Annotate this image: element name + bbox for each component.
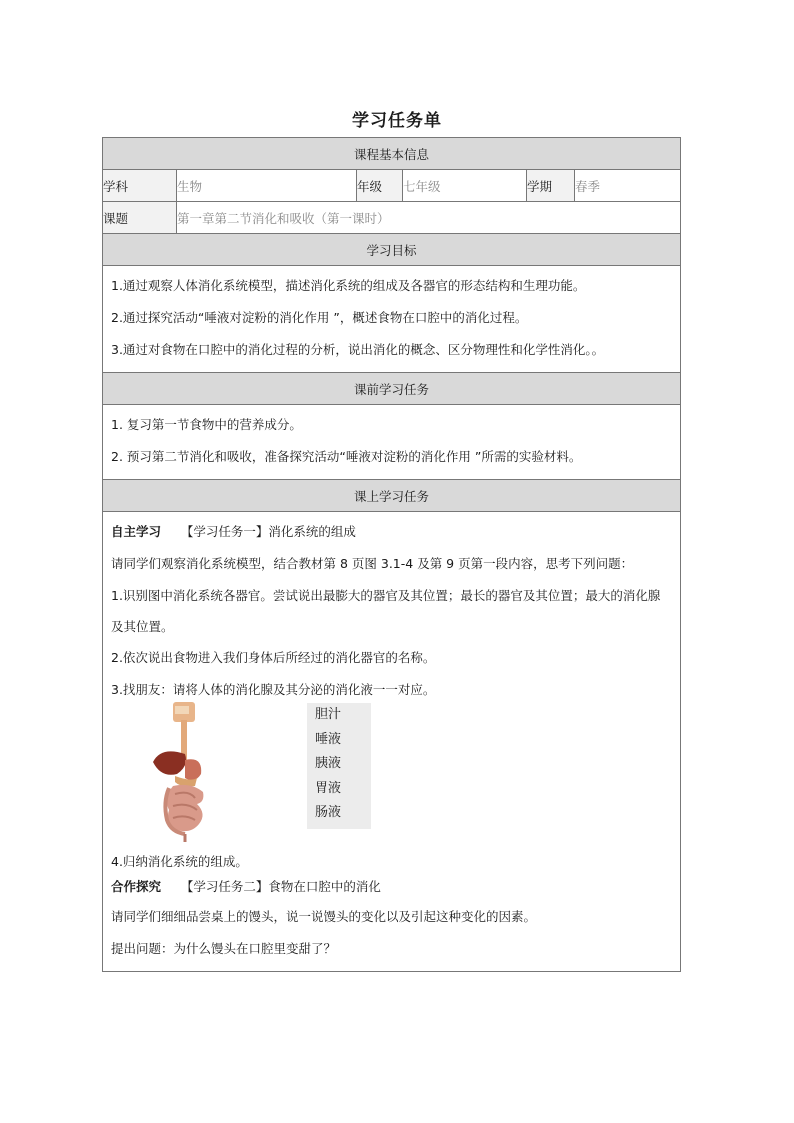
digestive-system-illustration: [151, 702, 229, 842]
objective-item: 3.通过对食物在口腔中的消化过程的分析，说出消化的概念、区分物理性和化学性消化。。: [111, 342, 605, 357]
task1-intro: 请同学们观察消化系统模型，结合教材第 8 页图 3.1-4 及第 9 页第一段内容，思考下列问题：: [111, 556, 634, 571]
pre-task-item: 2. 预习第二节消化和吸收，准备探究活动“唾液对淀粉的消化作用 ”所需的实验材料。: [111, 449, 582, 464]
inquiry-question: 提出问题：为什么馒头在口腔里变甜了？: [111, 941, 337, 956]
term-label: 学期: [527, 170, 575, 202]
page-title: 学习任务单: [352, 111, 442, 131]
question-4: 4.归纳消化系统的组成。: [111, 854, 248, 869]
objectives-cell: [103, 266, 681, 373]
grade-value: 七年级: [403, 170, 527, 202]
juice-item: 胰液: [315, 756, 342, 771]
task1-title: 【学习任务一】消化系统的组成: [180, 524, 356, 539]
task2-heading: [111, 873, 672, 901]
task2-title: 【学习任务二】食物在口腔中的消化: [180, 879, 381, 894]
matching-figure: [111, 706, 672, 851]
pre-tasks-cell: [103, 405, 681, 480]
juice-item: 胃液: [315, 780, 342, 796]
pre-tasks-header: 课前学习任务: [103, 373, 681, 405]
subject-label: 学科: [103, 170, 177, 202]
term-value: 春季: [575, 170, 681, 202]
class-tasks-cell: [103, 512, 681, 972]
topic-label: 课题: [103, 202, 177, 234]
question-3: 3.找朋友：请将人体的消化腺及其分泌的消化液一一对应。: [111, 682, 436, 697]
pre-task-item: 1. 复习第一节食物中的营养成分。: [111, 417, 302, 432]
basic-info-header: 课程基本信息: [103, 138, 681, 170]
juice-item: 胆汁: [315, 707, 342, 722]
self-study-label: 自主学习: [111, 524, 162, 539]
task1-heading: [111, 516, 672, 548]
grade-label: 年级: [357, 170, 403, 202]
objective-item: 2.通过探究活动“唾液对淀粉的消化作用 ”，概述食物在口腔中的消化过程。: [111, 310, 528, 325]
task-sheet-table: [102, 137, 681, 972]
subject-value: 生物: [177, 170, 357, 202]
juice-item: 肠液: [315, 805, 342, 820]
class-tasks-header: 课上学习任务: [103, 480, 681, 512]
digestive-juice-list: [307, 703, 371, 829]
topic-value: 第一章第二节消化和吸收（第一课时）: [177, 202, 681, 234]
objectives-header: 学习目标: [103, 234, 681, 266]
coop-label: 合作探究: [111, 879, 162, 894]
question-2: 2.依次说出食物进入我们身体后所经过的消化器官的名称。: [111, 650, 436, 665]
question-1: 1.识别图中消化系统各器官。尝试说出最膨大的器官及其位置；最长的器官及其位置；最大的消化腺及其位置。: [111, 588, 661, 634]
coop-intro: 请同学们细细品尝桌上的馒头，说一说馒头的变化以及引起这种变化的因素。: [111, 909, 537, 924]
objective-item: 1.通过观察人体消化系统模型，描述消化系统的组成及各器官的形态结构和生理功能。: [111, 278, 586, 293]
juice-item: 唾液: [315, 731, 342, 747]
